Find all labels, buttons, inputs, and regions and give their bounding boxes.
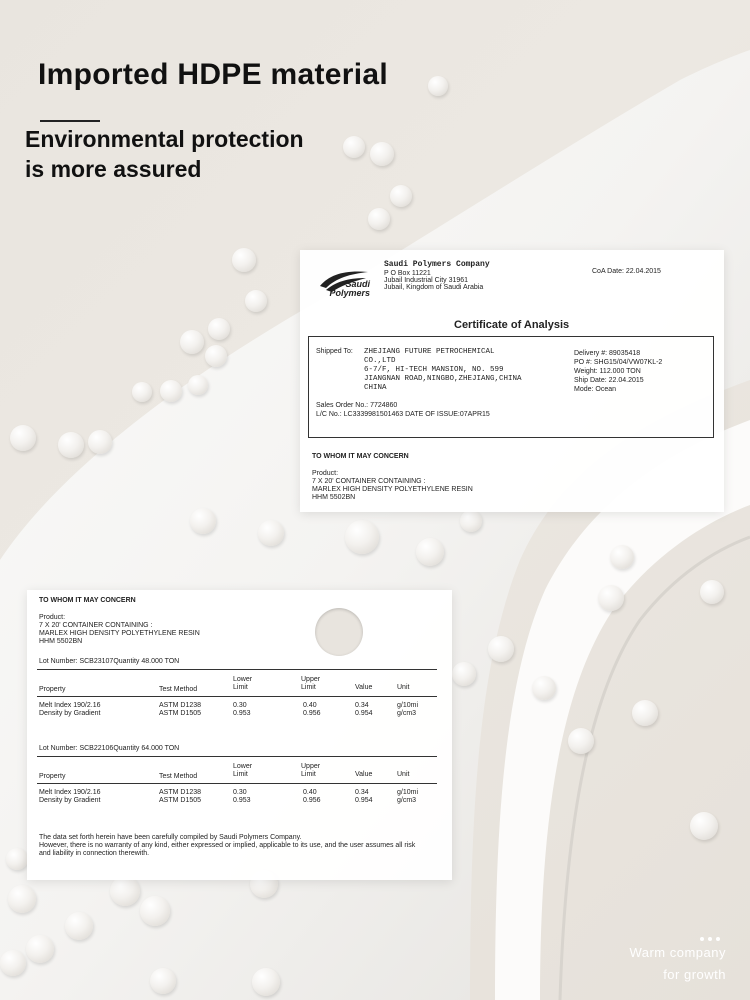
cell-upper: 0.40 (303, 702, 317, 709)
col-unit: Unit (397, 771, 410, 778)
po-number: PO #: SHG15/04/VW07KL-2 (574, 359, 663, 366)
shipped-to-line-5: CHINA (364, 384, 387, 392)
bead (180, 330, 204, 354)
cell-upper: 0.956 (303, 710, 321, 717)
to-whom-heading: TO WHOM IT MAY CONCERN (312, 453, 409, 460)
report-product-line-2: 7 X 20' CONTAINER CONTAINING : (39, 622, 153, 629)
cell-value: 0.34 (355, 789, 369, 796)
bead (26, 935, 54, 963)
table-rule (37, 783, 437, 784)
bead (532, 676, 556, 700)
company-address-3: Jubail, Kingdom of Saudi Arabia (384, 284, 484, 291)
slogan-line-2: for growth (663, 967, 726, 982)
col-test-method: Test Method (159, 686, 198, 693)
bead (188, 375, 208, 395)
bead (452, 662, 476, 686)
report-product-line-1: Product: (39, 614, 66, 621)
saudi-polymers-logo (320, 280, 370, 298)
cell-value: 0.954 (355, 710, 373, 717)
bead (460, 510, 482, 532)
col-upper-limit-2: Limit (301, 771, 316, 778)
pagination-dot (700, 937, 704, 941)
cell-lower: 0.953 (233, 797, 251, 804)
certificate-of-analysis-document (300, 250, 724, 512)
bead (258, 520, 284, 546)
sales-order-number: Sales Order No.: 7724860 (316, 402, 398, 409)
shipped-to-label: Shipped To: (316, 348, 353, 355)
cell-property: Melt Index 190/2.16 (39, 789, 101, 796)
lot-number: Lot Number: SCB22106Quantity 64.000 TON (39, 745, 180, 752)
disclaimer-line-3: and liability in connection therewith. (39, 850, 150, 857)
bead (610, 545, 634, 569)
cell-unit: g/cm3 (397, 797, 417, 804)
product-line-4: HHM 5502BN (312, 494, 356, 501)
ship-mode: Mode: Ocean (574, 386, 617, 393)
subheadline-line-2: is more assured (25, 156, 202, 182)
col-value: Value (355, 771, 373, 778)
bead (140, 896, 170, 926)
cell-property: Density by Gradient (39, 710, 101, 717)
shipped-to-line-1: ZHEJIANG FUTURE PETROCHEMICAL (364, 348, 495, 356)
cell-unit: g/10mi (397, 702, 419, 709)
coa-date: CoA Date: 22.04.2015 (592, 268, 661, 275)
bead (488, 636, 514, 662)
logo-word-2: Polymers (329, 288, 370, 298)
table-rule (37, 669, 437, 670)
bead (150, 968, 176, 994)
bead (232, 248, 256, 272)
cell-value: 0.34 (355, 702, 369, 709)
col-lower-limit-1: Lower (233, 676, 253, 683)
disclaimer-line-1: The data set forth herein have been carefully compiled by Saudi Polymers Company. (39, 834, 302, 841)
cell-unit: g/10mi (397, 789, 419, 796)
col-value: Value (355, 684, 373, 691)
col-lower-limit-2: Limit (233, 684, 248, 691)
report-product-line-3: MARLEX HIGH DENSITY POLYETHYLENE RESIN (39, 630, 200, 637)
bead (416, 538, 444, 566)
cell-property: Melt Index 190/2.16 (39, 702, 101, 709)
brand-slogan (629, 942, 726, 986)
bead (428, 76, 448, 96)
bead (6, 848, 28, 870)
coa-title: Certificate of Analysis (454, 319, 570, 331)
col-lower-limit-2: Limit (233, 771, 248, 778)
bead (343, 136, 365, 158)
subheadline (25, 124, 304, 184)
bead (632, 700, 658, 726)
table-rule (37, 696, 437, 697)
pagination-dot (716, 937, 720, 941)
headline-divider (40, 120, 100, 122)
cell-method: ASTM D1505 (159, 797, 202, 804)
document-hole (315, 608, 363, 656)
cell-lower: 0.30 (233, 702, 247, 709)
bead (190, 508, 216, 534)
cell-lower: 0.953 (233, 710, 251, 717)
bead (10, 425, 36, 451)
delivery-number: Delivery #: 89035418 (574, 350, 641, 357)
report-product-line-4: HHM 5502BN (39, 638, 83, 645)
bead (690, 812, 718, 840)
bead (160, 380, 182, 402)
logo-word-1: Saudi (345, 279, 370, 289)
headline: Imported HDPE material (38, 58, 389, 91)
bead (208, 318, 230, 340)
bead (245, 290, 267, 312)
shipped-to-line-2: CO.,LTD (364, 357, 396, 365)
slogan-line-1: Warm company (629, 945, 726, 960)
bead (88, 430, 112, 454)
test-report-document (27, 590, 452, 880)
bead (370, 142, 394, 166)
col-upper-limit-1: Upper (301, 763, 321, 770)
bead (252, 968, 280, 996)
disclaimer-line-2: However, there is no warranty of any kind, either expressed or implied, applicable to its use, and the user assumes all risk (39, 842, 416, 849)
cell-method: ASTM D1238 (159, 789, 202, 796)
bead (132, 382, 152, 402)
cell-upper: 0.956 (303, 797, 321, 804)
col-lower-limit-1: Lower (233, 763, 253, 770)
shipped-to-line-3: 6-7/F, HI-TECH MANSION, NO. 599 (364, 366, 504, 374)
bead (568, 728, 594, 754)
subheadline-line-1: Environmental protection (25, 126, 304, 152)
table-rule (37, 756, 437, 757)
weight: Weight: 112.000 TON (574, 368, 641, 375)
col-upper-limit-1: Upper (301, 676, 321, 683)
bead (110, 876, 140, 906)
bead (0, 950, 26, 976)
col-upper-limit-2: Limit (301, 684, 316, 691)
bead (205, 345, 227, 367)
cell-method: ASTM D1238 (159, 702, 202, 709)
ship-date: Ship Date: 22.04.2015 (574, 377, 644, 384)
product-line-1: Product: (312, 470, 339, 477)
company-name: Saudi Polymers Company (384, 260, 490, 269)
bead (700, 580, 724, 604)
col-property: Property (39, 686, 66, 693)
report-to-whom-heading: TO WHOM IT MAY CONCERN (39, 597, 136, 604)
company-address-1: P O Box 11221 (384, 270, 431, 277)
bead (8, 885, 36, 913)
col-test-method: Test Method (159, 773, 198, 780)
bead (65, 912, 93, 940)
bead (345, 520, 379, 554)
cell-lower: 0.30 (233, 789, 247, 796)
bead (598, 585, 624, 611)
lot-number: Lot Number: SCB23107Quantity 48.000 TON (39, 658, 180, 665)
bead (368, 208, 390, 230)
bead (58, 432, 84, 458)
company-address-2: Jubail Industrial City 31961 (384, 277, 469, 284)
cell-upper: 0.40 (303, 789, 317, 796)
cell-unit: g/cm3 (397, 710, 417, 717)
col-property: Property (39, 773, 66, 780)
shipped-to-line-4: JIANGNAN ROAD,NINGBO,ZHEJIANG,CHINA (364, 375, 522, 383)
product-line-2: 7 X 20' CONTAINER CONTAINING : (312, 478, 426, 485)
product-line-3: MARLEX HIGH DENSITY POLYETHYLENE RESIN (312, 486, 473, 493)
lc-number: L/C No.: LC3339981501463 DATE OF ISSUE:07APR15 (316, 411, 490, 418)
cell-method: ASTM D1505 (159, 710, 202, 717)
pagination-dot (708, 937, 712, 941)
cell-value: 0.954 (355, 797, 373, 804)
col-unit: Unit (397, 684, 410, 691)
bead (390, 185, 412, 207)
cell-property: Density by Gradient (39, 797, 101, 804)
